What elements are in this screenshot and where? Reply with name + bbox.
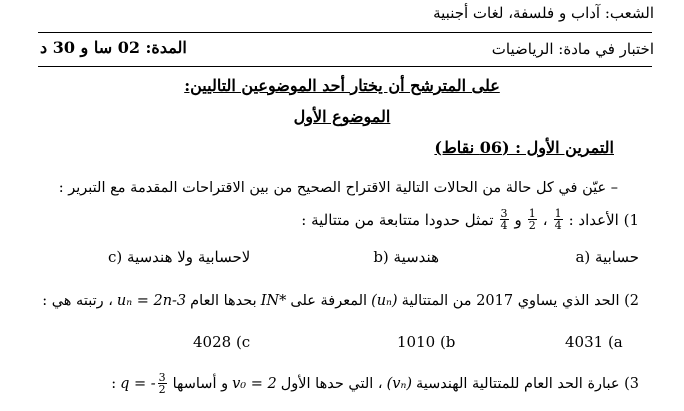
q2-text-a: 2) الحد الذي يساوي 2017 من المتتالية	[401, 293, 639, 309]
exam-duration: المدة: 02 سا و 30 د	[40, 38, 187, 57]
q2-set: IN*	[260, 293, 287, 309]
question-1	[301, 208, 639, 231]
q1-prefix: 1) الأعداد :	[568, 210, 639, 229]
q1-fraction-1	[554, 208, 563, 231]
q3-ratio-num: 3	[158, 371, 166, 384]
q2-text-d: ، رتبته هي :	[42, 293, 113, 309]
q2-option-a: 4031 (a	[565, 333, 623, 351]
q2-option-b: 1010 (b	[397, 333, 456, 351]
q1-sep-1: ،	[542, 210, 548, 229]
q3-sequence: (vₙ)	[386, 375, 412, 392]
q1-frac1-num: 1	[554, 207, 562, 220]
question-2	[42, 293, 639, 309]
q1-frac1-den: 4	[554, 219, 562, 232]
q3-text-a: 3) عبارة الحد العام للمتتالية الهندسية	[416, 375, 639, 392]
q3-ratio-prefix: q = -	[120, 375, 156, 392]
header-rule-top	[38, 32, 652, 33]
q2-sequence: (uₙ)	[371, 293, 398, 309]
q3-ratio	[120, 372, 169, 395]
branch-line: الشعب: آداب و فلسفة، لغات أجنبية	[433, 4, 654, 22]
q1-fraction-2	[528, 208, 537, 231]
q1-frac3-num: 3	[500, 207, 508, 220]
q3-text-c: و أساسها	[172, 375, 229, 392]
question-3	[111, 372, 639, 395]
q2-formula: uₙ = 2n-3	[116, 293, 187, 309]
q1-frac2-num: 1	[528, 207, 536, 220]
exercise-intro: – عيّن في كل حالة من الحالات التالية الاقتراح الصحيح من بين الاقتراحات المقدمة مع التبرير :	[58, 180, 618, 196]
q1-option-b: b) هندسية	[373, 248, 439, 266]
q3-text-b: ، التي حدها الأول	[280, 375, 383, 392]
q3-end: :	[111, 375, 117, 392]
q3-ratio-fraction	[158, 372, 167, 395]
q1-option-a: a) حسابية	[575, 248, 639, 266]
q2-option-c: 4028 (c	[193, 333, 251, 351]
exercise-title: التمرين الأول : (06 نقاط)	[434, 138, 614, 157]
q1-option-c: c) لاحسابية ولا هندسية	[108, 248, 251, 266]
exam-subject: اختبار في مادة: الرياضيات	[491, 40, 654, 58]
q1-fraction-3	[500, 208, 509, 231]
q1-frac3-den: 4	[500, 219, 508, 232]
header-rule-bottom	[38, 66, 652, 67]
q2-text-c: بحدها العام	[190, 293, 257, 309]
q2-text-b: المعرفة على	[290, 293, 368, 309]
q1-suffix: تمثل حدودا متتابعة من متتالية :	[301, 210, 494, 229]
q3-ratio-den: 2	[158, 383, 166, 396]
instruction: على المترشح أن يختار أحد الموضوعين التاليين:	[184, 76, 500, 95]
subject-title: الموضوع الأول	[293, 107, 391, 126]
q3-first-term: v₀ = 2	[232, 375, 277, 392]
q1-sep-2: و	[514, 210, 522, 229]
q1-frac2-den: 2	[528, 219, 536, 232]
